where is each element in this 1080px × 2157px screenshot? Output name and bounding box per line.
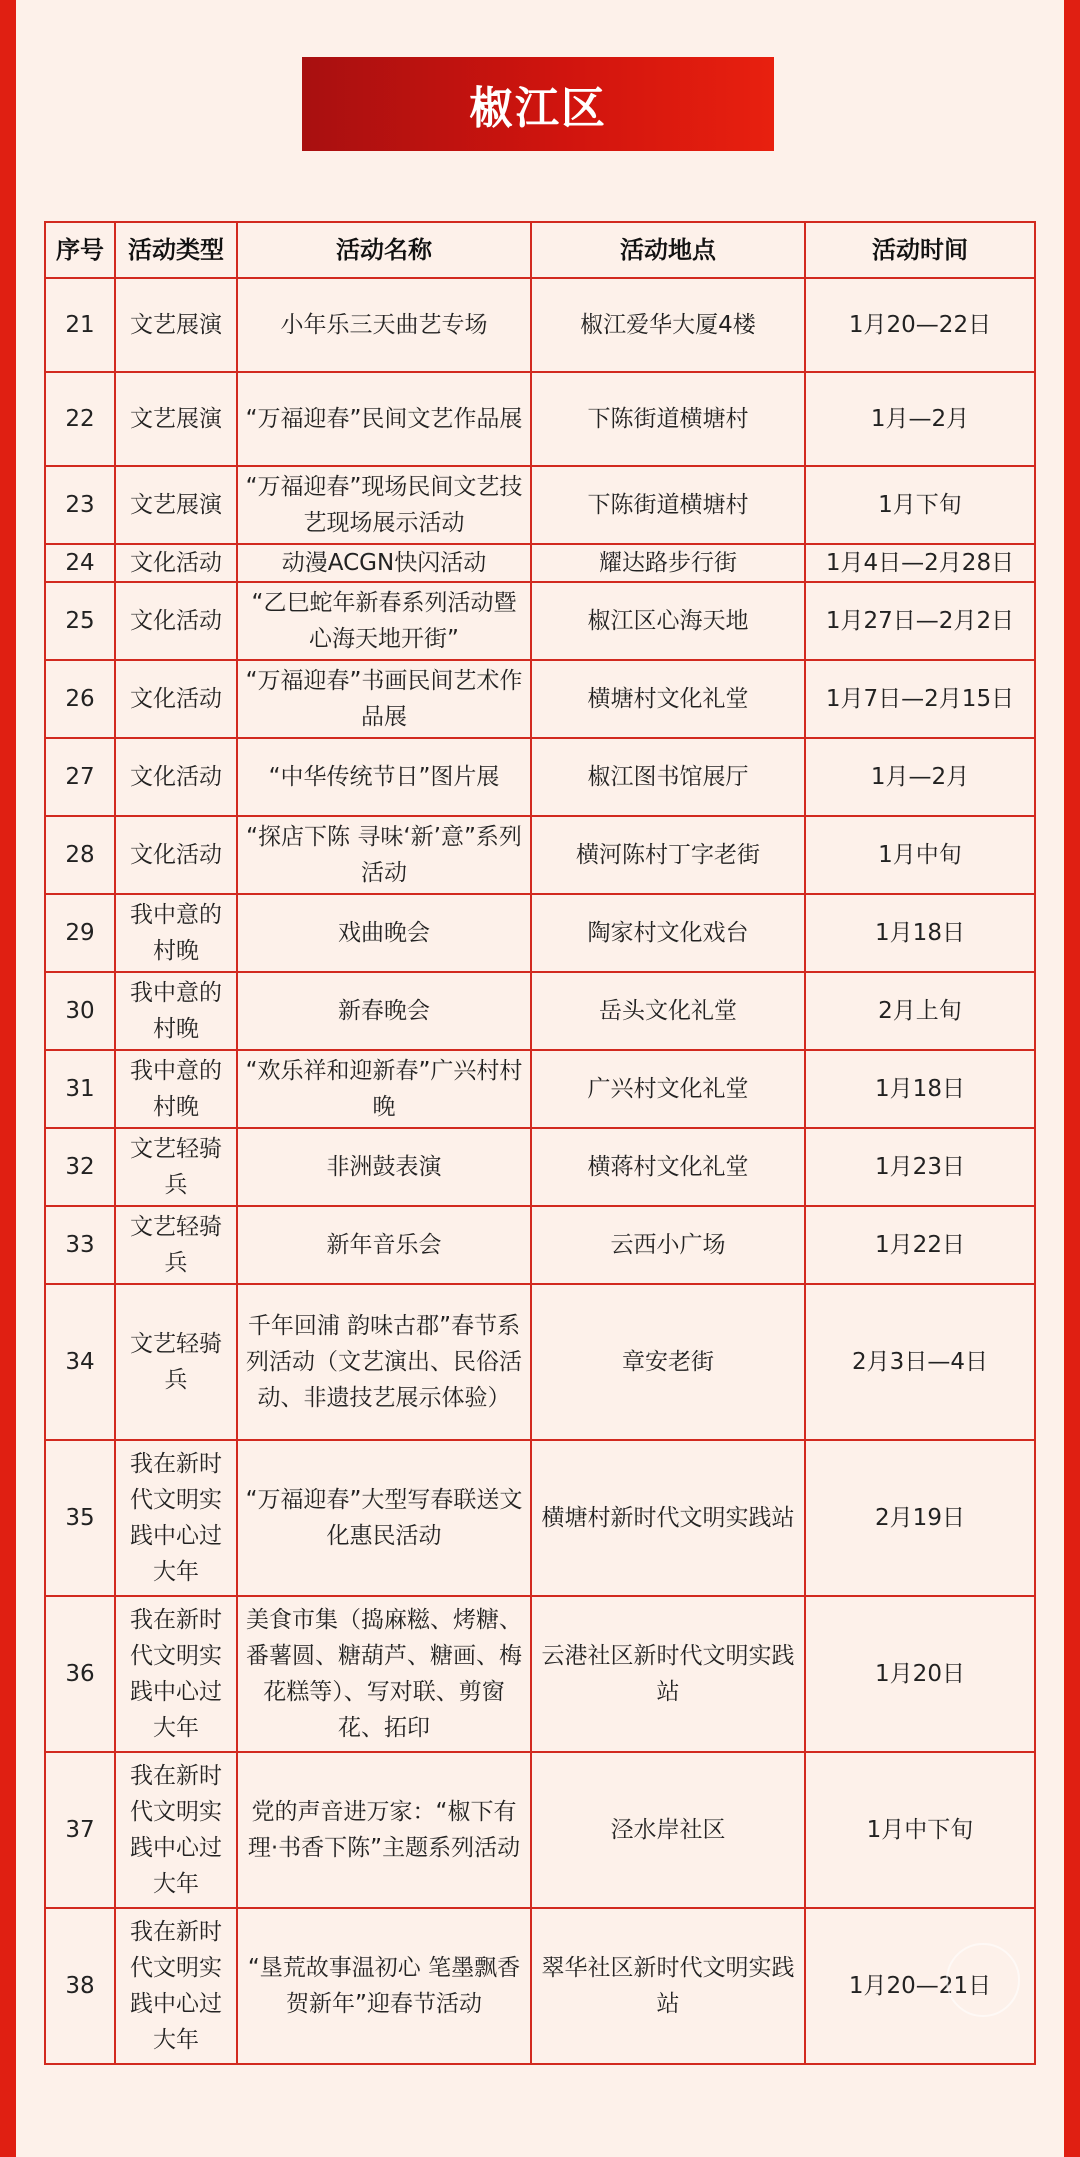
table-row xyxy=(45,1206,1035,1284)
cell-no: 30 xyxy=(45,972,115,1050)
cell-type: 文艺轻骑兵 xyxy=(115,1206,237,1284)
cell-place: 岳头文化礼堂 xyxy=(531,972,805,1050)
cell-name: 美食市集（捣麻糍、烤糖、番薯圆、糖葫芦、糖画、梅花糕等）、写对联、剪窗花、拓印 xyxy=(237,1596,531,1752)
cell-no: 24 xyxy=(45,544,115,582)
cell-name: “万福迎春”民间文艺作品展 xyxy=(237,372,531,466)
cell-no: 26 xyxy=(45,660,115,738)
cell-time: 1月4日—2月28日 xyxy=(805,544,1035,582)
right-border xyxy=(1064,0,1080,2157)
cell-time: 1月20—22日 xyxy=(805,278,1035,372)
cell-place: 耀达路步行街 xyxy=(531,544,805,582)
cell-no: 27 xyxy=(45,738,115,816)
cell-name: “乙巳蛇年新春系列活动暨心海天地开街” xyxy=(237,582,531,660)
cell-time: 1月20—21日 xyxy=(805,1908,1035,2064)
cell-time: 1月中旬 xyxy=(805,816,1035,894)
cell-type: 文化活动 xyxy=(115,544,237,582)
cell-place: 横河陈村丁字老街 xyxy=(531,816,805,894)
cell-no: 29 xyxy=(45,894,115,972)
cell-time: 1月18日 xyxy=(805,894,1035,972)
cell-type: 文艺展演 xyxy=(115,466,237,544)
table-row xyxy=(45,466,1035,544)
cell-no: 35 xyxy=(45,1440,115,1596)
cell-type: 我在新时代文明实践中心过大年 xyxy=(115,1752,237,1908)
cell-no: 38 xyxy=(45,1908,115,2064)
column-header-type: 活动类型 xyxy=(115,222,237,278)
cell-place: 下陈街道横塘村 xyxy=(531,466,805,544)
cell-name: 新春晚会 xyxy=(237,972,531,1050)
cell-type: 文化活动 xyxy=(115,816,237,894)
cell-no: 28 xyxy=(45,816,115,894)
cell-place: 章安老街 xyxy=(531,1284,805,1440)
cell-time: 2月3日—4日 xyxy=(805,1284,1035,1440)
table-row xyxy=(45,1050,1035,1128)
cell-place: 陶家村文化戏台 xyxy=(531,894,805,972)
cell-name: “探店下陈 寻味‘新’意”系列活动 xyxy=(237,816,531,894)
cell-time: 2月19日 xyxy=(805,1440,1035,1596)
cell-name: “万福迎春”大型写春联送文化惠民活动 xyxy=(237,1440,531,1596)
cell-place: 横塘村文化礼堂 xyxy=(531,660,805,738)
cell-place: 下陈街道横塘村 xyxy=(531,372,805,466)
column-header-name: 活动名称 xyxy=(237,222,531,278)
cell-place: 翠华社区新时代文明实践站 xyxy=(531,1908,805,2064)
cell-type: 文化活动 xyxy=(115,738,237,816)
cell-type: 我在新时代文明实践中心过大年 xyxy=(115,1440,237,1596)
cell-time: 1月20日 xyxy=(805,1596,1035,1752)
cell-type: 文艺展演 xyxy=(115,372,237,466)
table-row xyxy=(45,1440,1035,1596)
table-row xyxy=(45,816,1035,894)
cell-name: “中华传统节日”图片展 xyxy=(237,738,531,816)
cell-time: 2月上旬 xyxy=(805,972,1035,1050)
cell-time: 1月—2月 xyxy=(805,738,1035,816)
cell-place: 广兴村文化礼堂 xyxy=(531,1050,805,1128)
cell-time: 1月中下旬 xyxy=(805,1752,1035,1908)
cell-type: 我在新时代文明实践中心过大年 xyxy=(115,1908,237,2064)
cell-place: 横塘村新时代文明实践站 xyxy=(531,1440,805,1596)
cell-place: 椒江爱华大厦4楼 xyxy=(531,278,805,372)
cell-type: 文艺展演 xyxy=(115,278,237,372)
cell-name: 动漫ACGN快闪活动 xyxy=(237,544,531,582)
cell-name: “垦荒故事温初心 笔墨飘香贺新年”迎春节活动 xyxy=(237,1908,531,2064)
left-border xyxy=(0,0,16,2157)
watermark-icon xyxy=(946,1943,1020,2017)
cell-place: 椒江图书馆展厅 xyxy=(531,738,805,816)
table-header-row xyxy=(45,222,1035,278)
table-row xyxy=(45,1284,1035,1440)
cell-time: 1月—2月 xyxy=(805,372,1035,466)
table-row xyxy=(45,1596,1035,1752)
cell-no: 32 xyxy=(45,1128,115,1206)
cell-no: 37 xyxy=(45,1752,115,1908)
cell-name: 戏曲晚会 xyxy=(237,894,531,972)
cell-place: 泾水岸社区 xyxy=(531,1752,805,1908)
column-header-place: 活动地点 xyxy=(531,222,805,278)
cell-no: 21 xyxy=(45,278,115,372)
cell-no: 25 xyxy=(45,582,115,660)
cell-type: 文化活动 xyxy=(115,582,237,660)
cell-time: 1月18日 xyxy=(805,1050,1035,1128)
cell-place: 横蒋村文化礼堂 xyxy=(531,1128,805,1206)
table-row xyxy=(45,738,1035,816)
cell-name: “万福迎春”现场民间文艺技艺现场展示活动 xyxy=(237,466,531,544)
cell-type: 我中意的村晚 xyxy=(115,972,237,1050)
cell-name: 新年音乐会 xyxy=(237,1206,531,1284)
table-row xyxy=(45,278,1035,372)
cell-time: 1月23日 xyxy=(805,1128,1035,1206)
page-title: 椒江区 xyxy=(302,57,774,151)
table-row xyxy=(45,544,1035,582)
cell-place: 椒江区心海天地 xyxy=(531,582,805,660)
column-header-no: 序号 xyxy=(45,222,115,278)
table-row xyxy=(45,582,1035,660)
column-header-time: 活动时间 xyxy=(805,222,1035,278)
cell-time: 1月下旬 xyxy=(805,466,1035,544)
cell-place: 云西小广场 xyxy=(531,1206,805,1284)
cell-no: 31 xyxy=(45,1050,115,1128)
cell-type: 文艺轻骑兵 xyxy=(115,1284,237,1440)
cell-name: 非洲鼓表演 xyxy=(237,1128,531,1206)
table-row xyxy=(45,1128,1035,1206)
cell-time: 1月7日—2月15日 xyxy=(805,660,1035,738)
cell-no: 22 xyxy=(45,372,115,466)
cell-time: 1月27日—2月2日 xyxy=(805,582,1035,660)
cell-name: “欢乐祥和迎新春”广兴村村晚 xyxy=(237,1050,531,1128)
table-row xyxy=(45,1752,1035,1908)
cell-no: 34 xyxy=(45,1284,115,1440)
table-row xyxy=(45,894,1035,972)
cell-name: “万福迎春”书画民间艺术作品展 xyxy=(237,660,531,738)
cell-type: 我中意的村晚 xyxy=(115,894,237,972)
cell-name: 小年乐三天曲艺专场 xyxy=(237,278,531,372)
cell-no: 33 xyxy=(45,1206,115,1284)
cell-type: 我中意的村晚 xyxy=(115,1050,237,1128)
table-row xyxy=(45,372,1035,466)
cell-name: 党的声音进万家：“椒下有理·书香下陈”主题系列活动 xyxy=(237,1752,531,1908)
table-row xyxy=(45,1908,1035,2064)
table-row xyxy=(45,660,1035,738)
cell-time: 1月22日 xyxy=(805,1206,1035,1284)
cell-no: 23 xyxy=(45,466,115,544)
table-row xyxy=(45,972,1035,1050)
cell-type: 我在新时代文明实践中心过大年 xyxy=(115,1596,237,1752)
cell-type: 文艺轻骑兵 xyxy=(115,1128,237,1206)
cell-name: 千年回浦 韵味古郡”春节系列活动（文艺演出、民俗活动、非遗技艺展示体验） xyxy=(237,1284,531,1440)
events-table xyxy=(44,221,1036,2065)
cell-type: 文化活动 xyxy=(115,660,237,738)
cell-place: 云港社区新时代文明实践站 xyxy=(531,1596,805,1752)
cell-no: 36 xyxy=(45,1596,115,1752)
